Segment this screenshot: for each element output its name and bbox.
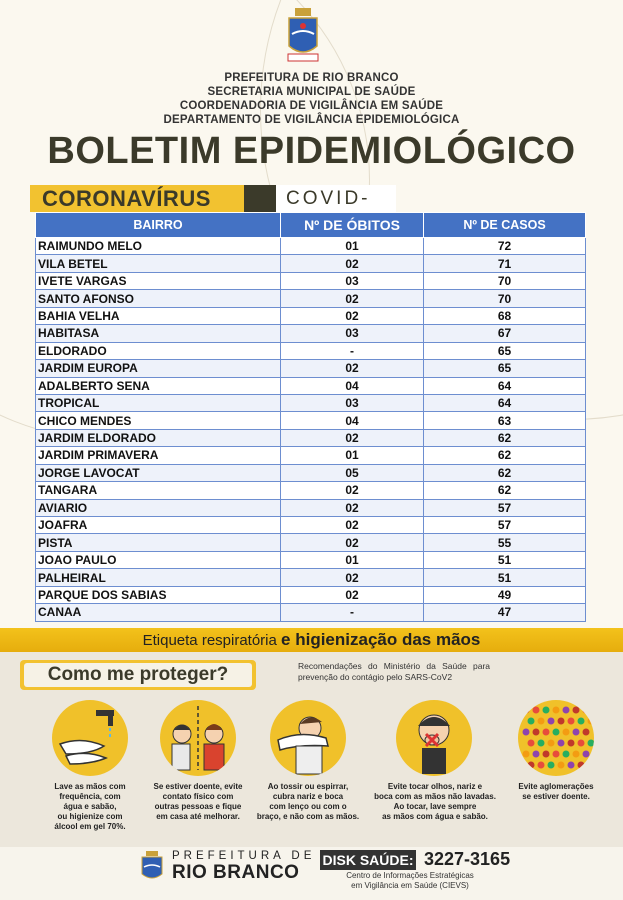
cell-obitos: 03 xyxy=(281,325,424,342)
cell-bairro: VILA BETEL xyxy=(36,255,281,272)
caption-line: Se estiver doente, evite xyxy=(153,782,243,791)
cell-bairro: TANGARA xyxy=(36,482,281,499)
cell-casos: 72 xyxy=(424,238,586,255)
cell-casos: 70 xyxy=(424,290,586,307)
table-row xyxy=(36,464,586,481)
cell-casos: 49 xyxy=(424,586,586,603)
cell-casos: 68 xyxy=(424,307,586,324)
cell-bairro: CHICO MENDES xyxy=(36,412,281,429)
tip-sneeze-caption xyxy=(252,782,364,822)
table-row xyxy=(36,394,586,411)
table-row xyxy=(36,534,586,551)
cell-obitos: 02 xyxy=(281,517,424,534)
cell-casos: 62 xyxy=(424,482,586,499)
cell-casos: 57 xyxy=(424,517,586,534)
cell-obitos: 01 xyxy=(281,238,424,255)
caption-line: Ao tocar, lave sempre xyxy=(393,802,477,811)
hygiene-banner-part1: Etiqueta respiratória xyxy=(142,632,277,649)
cell-bairro: JARDIM EUROPA xyxy=(36,360,281,377)
table-row xyxy=(36,342,586,359)
protect-badge xyxy=(20,660,256,690)
cell-bairro: TROPICAL xyxy=(36,394,281,411)
cell-obitos: 01 xyxy=(281,447,424,464)
cell-obitos: 02 xyxy=(281,569,424,586)
header xyxy=(0,0,623,215)
cell-casos: 51 xyxy=(424,551,586,568)
handwash-icon xyxy=(52,700,128,776)
page-title: BOLETIM EPIDEMIOLÓGICO xyxy=(47,130,576,172)
cell-bairro: AVIARIO xyxy=(36,499,281,516)
cievs-line: Centro de Informações Estratégicas xyxy=(346,871,474,880)
cell-obitos: 03 xyxy=(281,394,424,411)
table-row xyxy=(36,325,586,342)
caption-line: contato físico com xyxy=(162,792,234,801)
cell-bairro: HABITASA xyxy=(36,325,281,342)
table-row xyxy=(36,412,586,429)
cell-obitos: - xyxy=(281,342,424,359)
cell-bairro: RAIMUNDO MELO xyxy=(36,238,281,255)
cell-casos: 65 xyxy=(424,342,586,359)
recommendation-text: Recomendações do Ministério da Saúde para prevenção do contágio pelo SARS-CoV2 xyxy=(298,661,490,682)
protect-title: Como me proteger? xyxy=(24,663,252,687)
cell-casos: 55 xyxy=(424,534,586,551)
caption-line: água e sabão, xyxy=(63,802,117,811)
caption-line: braço, e não com as mãos. xyxy=(256,812,360,821)
caption-line: em casa até melhorar. xyxy=(156,812,240,821)
caption-line: outras pessoas e fique xyxy=(154,802,242,811)
cell-casos: 64 xyxy=(424,394,586,411)
cell-casos: 47 xyxy=(424,604,586,621)
caption-line: Lave as mãos com xyxy=(54,782,126,791)
cell-casos: 62 xyxy=(424,447,586,464)
caption-line: Evite aglomerações xyxy=(518,782,594,791)
caption-line: Ao tossir ou espirrar, xyxy=(267,782,349,791)
org-line-departamento: DEPARTAMENTO DE VIGILÂNCIA EPIDEMIOLÓGICA xyxy=(163,114,460,126)
table-row xyxy=(36,238,586,255)
cell-bairro: JOAO PAULO xyxy=(36,551,281,568)
cievs-line: em Vigilância em Saúde (CIEVS) xyxy=(351,881,469,890)
cell-bairro: JARDIM PRIMAVERA xyxy=(36,447,281,464)
header-casos: Nº DE CASOS xyxy=(424,213,586,238)
hygiene-banner xyxy=(0,628,623,652)
header-bairro: BAIRRO xyxy=(36,213,281,238)
caption-line: as mãos com água e sabão. xyxy=(382,812,488,821)
cases-table xyxy=(35,212,586,622)
table-row xyxy=(36,255,586,272)
crowd-icon xyxy=(518,700,594,776)
cell-bairro: ELDORADO xyxy=(36,342,281,359)
tip-crowd-caption xyxy=(506,782,606,802)
ribbon-covid: COVID- xyxy=(276,185,396,212)
caption-line: se estiver doente. xyxy=(522,792,590,801)
caption-line: cubra nariz e boca xyxy=(272,792,344,801)
tip-distance-caption xyxy=(142,782,254,822)
table-row xyxy=(36,377,586,394)
cell-obitos: 02 xyxy=(281,307,424,324)
disk-saude-label: DISK SAÚDE: xyxy=(320,850,416,870)
city-crest-icon xyxy=(286,6,320,64)
cell-obitos: 04 xyxy=(281,412,424,429)
table-header-row xyxy=(36,213,586,238)
footer-crest-icon xyxy=(140,850,164,884)
cell-obitos: 02 xyxy=(281,499,424,516)
cell-casos: 62 xyxy=(424,464,586,481)
cell-obitos: 02 xyxy=(281,534,424,551)
tip-handwash-caption xyxy=(40,782,140,832)
cell-bairro: SANTO AFONSO xyxy=(36,290,281,307)
no-face-touch-icon xyxy=(396,700,472,776)
table-row xyxy=(36,429,586,446)
table-row xyxy=(36,604,586,621)
table-row xyxy=(36,272,586,289)
cell-bairro: PARQUE DOS SABIAS xyxy=(36,586,281,603)
footer-prefeitura: PREFEITURA DE xyxy=(172,850,316,862)
cell-bairro: PISTA xyxy=(36,534,281,551)
tip-face-touch-caption xyxy=(368,782,502,822)
table-row xyxy=(36,360,586,377)
cell-casos: 67 xyxy=(424,325,586,342)
sneeze-elbow-icon xyxy=(270,700,346,776)
cell-bairro: JARDIM ELDORADO xyxy=(36,429,281,446)
cell-casos: 70 xyxy=(424,272,586,289)
cell-bairro: BAHIA VELHA xyxy=(36,307,281,324)
table-body xyxy=(36,238,586,622)
caption-line: boca com as mãos não lavadas. xyxy=(374,792,496,801)
cell-obitos: 02 xyxy=(281,290,424,307)
cell-obitos: 02 xyxy=(281,586,424,603)
topic-ribbon xyxy=(30,185,370,212)
cell-bairro: JOAFRA xyxy=(36,517,281,534)
table-row xyxy=(36,517,586,534)
table-row xyxy=(36,290,586,307)
cell-obitos: 05 xyxy=(281,464,424,481)
hygiene-banner-part2: e higienização das mãos xyxy=(281,630,481,649)
cell-obitos: 02 xyxy=(281,482,424,499)
cell-bairro: PALHEIRAL xyxy=(36,569,281,586)
disk-saude-phone: 3227-3165 xyxy=(424,849,511,869)
cell-casos: 64 xyxy=(424,377,586,394)
caption-line: álcool em gel 70%. xyxy=(54,822,126,831)
cievs-text xyxy=(330,871,490,891)
caption-line: com lenço ou com o xyxy=(269,802,347,811)
cell-casos: 51 xyxy=(424,569,586,586)
caption-line: frequência, com xyxy=(59,792,121,801)
org-line-coordenadoria: COORDENADORIA DE VIGILÂNCIA EM SAÚDE xyxy=(179,100,444,112)
table-row xyxy=(36,551,586,568)
cell-casos: 62 xyxy=(424,429,586,446)
cell-bairro: CANAA xyxy=(36,604,281,621)
cell-obitos: 02 xyxy=(281,360,424,377)
caption-line: ou higienize com xyxy=(57,812,123,821)
cell-obitos: - xyxy=(281,604,424,621)
cell-obitos: 02 xyxy=(281,255,424,272)
ribbon-coronavirus: CORONAVÍRUS xyxy=(30,185,244,212)
cell-bairro: ADALBERTO SENA xyxy=(36,377,281,394)
header-obitos: Nº DE ÓBITOS xyxy=(281,213,424,238)
cell-obitos: 02 xyxy=(281,429,424,446)
table-row xyxy=(36,586,586,603)
cell-casos: 63 xyxy=(424,412,586,429)
ribbon-divider xyxy=(244,185,276,212)
cell-bairro: JORGE LAVOCAT xyxy=(36,464,281,481)
cell-bairro: IVETE VARGAS xyxy=(36,272,281,289)
table-row xyxy=(36,447,586,464)
table-row xyxy=(36,307,586,324)
cell-casos: 65 xyxy=(424,360,586,377)
table-row xyxy=(36,569,586,586)
table-row xyxy=(36,482,586,499)
cell-casos: 57 xyxy=(424,499,586,516)
org-line-prefeitura: PREFEITURA DE RIO BRANCO xyxy=(224,72,399,84)
cell-obitos: 01 xyxy=(281,551,424,568)
org-line-secretaria: SECRETARIA MUNICIPAL DE SAÚDE xyxy=(207,86,416,98)
footer-city: RIO BRANCO xyxy=(172,862,300,883)
caption-line: Evite tocar olhos, nariz e xyxy=(387,782,483,791)
table-row xyxy=(36,499,586,516)
cell-casos: 71 xyxy=(424,255,586,272)
distance-icon xyxy=(160,700,236,776)
cell-obitos: 03 xyxy=(281,272,424,289)
cell-obitos: 04 xyxy=(281,377,424,394)
